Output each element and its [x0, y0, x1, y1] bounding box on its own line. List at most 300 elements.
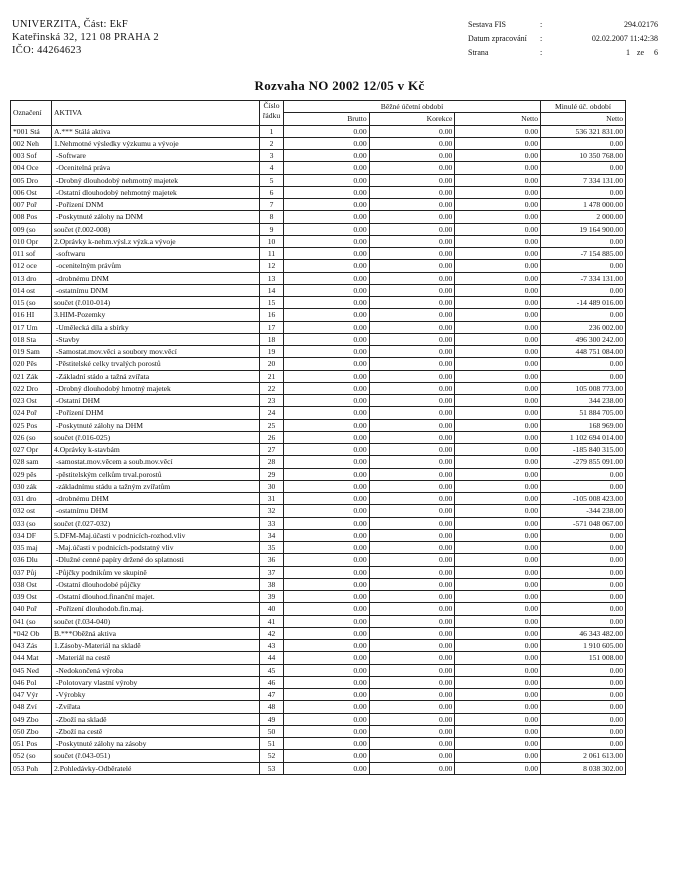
table-row [11, 554, 626, 566]
row-number: 51 [260, 738, 284, 750]
table-row [11, 627, 626, 639]
row-number: 41 [260, 615, 284, 627]
table-row [11, 542, 626, 554]
row-brutto: 0.00 [284, 444, 370, 456]
row-korekce: 0.00 [369, 370, 455, 382]
org-address: Kateřinská 32, 121 08 PRAHA 2 [12, 32, 159, 43]
row-code: 050 Zbo [11, 725, 52, 737]
row-number: 44 [260, 652, 284, 664]
row-brutto: 0.00 [284, 284, 370, 296]
row-korekce: 0.00 [369, 554, 455, 566]
row-number: 3 [260, 150, 284, 162]
table-row [11, 738, 626, 750]
row-code: 013 dro [11, 272, 52, 284]
row-prev-netto: 168 969.00 [541, 419, 626, 431]
row-name: -Ostatní DHM [52, 395, 260, 407]
row-netto: 0.00 [455, 529, 541, 541]
row-korekce: 0.00 [369, 603, 455, 615]
row-korekce: 0.00 [369, 713, 455, 725]
row-netto: 0.00 [455, 174, 541, 186]
row-korekce: 0.00 [369, 333, 455, 345]
row-brutto: 0.00 [284, 272, 370, 284]
row-netto: 0.00 [455, 211, 541, 223]
row-korekce: 0.00 [369, 517, 455, 529]
row-netto: 0.00 [455, 713, 541, 725]
row-prev-netto: 0.00 [541, 260, 626, 272]
row-korekce: 0.00 [369, 284, 455, 296]
row-netto: 0.00 [455, 395, 541, 407]
row-netto: 0.00 [455, 272, 541, 284]
row-number: 20 [260, 358, 284, 370]
row-prev-netto: 1 910 605.00 [541, 640, 626, 652]
row-korekce: 0.00 [369, 725, 455, 737]
row-number: 37 [260, 566, 284, 578]
row-prev-netto: -344 238.00 [541, 505, 626, 517]
row-brutto: 0.00 [284, 505, 370, 517]
row-korekce: 0.00 [369, 529, 455, 541]
table-row [11, 431, 626, 443]
row-korekce: 0.00 [369, 652, 455, 664]
row-brutto: 0.00 [284, 419, 370, 431]
col-header-prev-netto: Netto [541, 113, 626, 125]
table-row [11, 701, 626, 713]
row-korekce: 0.00 [369, 493, 455, 505]
row-name: součet (ř.027-032) [52, 517, 260, 529]
row-name: -Polotovary vlastní výroby [52, 676, 260, 688]
row-brutto: 0.00 [284, 333, 370, 345]
col-header-previous-period: Minulé úč. období [541, 101, 626, 113]
row-korekce: 0.00 [369, 248, 455, 260]
row-number: 47 [260, 689, 284, 701]
row-prev-netto: 51 884 705.00 [541, 407, 626, 419]
row-name: -Ocenitelná práva [52, 162, 260, 174]
row-korekce: 0.00 [369, 615, 455, 627]
colon: : [540, 48, 543, 57]
table-row [11, 186, 626, 198]
row-korekce: 0.00 [369, 578, 455, 590]
row-prev-netto: 0.00 [541, 542, 626, 554]
row-name: -Zvířata [52, 701, 260, 713]
row-code: 019 Sam [11, 346, 52, 358]
row-name: součet (ř.002-008) [52, 223, 260, 235]
report-date-label: Datum zpracování [468, 34, 527, 43]
row-number: 15 [260, 297, 284, 309]
row-number: 18 [260, 333, 284, 345]
row-prev-netto: -571 048 067.00 [541, 517, 626, 529]
row-netto: 0.00 [455, 566, 541, 578]
table-row [11, 174, 626, 186]
row-number: 40 [260, 603, 284, 615]
col-header-row-number-line2: řádku [262, 111, 281, 120]
row-korekce: 0.00 [369, 174, 455, 186]
row-number: 1 [260, 125, 284, 137]
row-name: -Umělecká díla a sbírky [52, 321, 260, 333]
row-prev-netto: 0.00 [541, 701, 626, 713]
row-number: 7 [260, 199, 284, 211]
row-brutto: 0.00 [284, 370, 370, 382]
row-name: -Drobný dlouhodobý hmotný majetek [52, 382, 260, 394]
table-row [11, 162, 626, 174]
row-netto: 0.00 [455, 603, 541, 615]
row-number: 31 [260, 493, 284, 505]
row-brutto: 0.00 [284, 493, 370, 505]
row-number: 4 [260, 162, 284, 174]
row-netto: 0.00 [455, 370, 541, 382]
row-prev-netto: 0.00 [541, 284, 626, 296]
row-netto: 0.00 [455, 554, 541, 566]
row-netto: 0.00 [455, 248, 541, 260]
report-set-label: Sestava FIS [468, 20, 506, 29]
row-number: 9 [260, 223, 284, 235]
row-code: 032 ost [11, 505, 52, 517]
row-name: -Dlužné cenné papíry držené do splatnosti [52, 554, 260, 566]
row-code: 025 Pos [11, 419, 52, 431]
row-brutto: 0.00 [284, 199, 370, 211]
table-row [11, 137, 626, 149]
row-korekce: 0.00 [369, 468, 455, 480]
row-code: 006 Ost [11, 186, 52, 198]
row-prev-netto: 105 008 773.00 [541, 382, 626, 394]
row-netto: 0.00 [455, 444, 541, 456]
row-korekce: 0.00 [369, 199, 455, 211]
table-row [11, 664, 626, 676]
row-korekce: 0.00 [369, 346, 455, 358]
table-row [11, 382, 626, 394]
row-name: 2.Oprávky k-nehm.výsl.z výzk.a vývoje [52, 235, 260, 247]
row-code: 039 Ost [11, 591, 52, 603]
row-prev-netto: 0.00 [541, 309, 626, 321]
row-name: -Drobný dlouhodobý nehmotný majetek [52, 174, 260, 186]
row-netto: 0.00 [455, 689, 541, 701]
row-netto: 0.00 [455, 284, 541, 296]
table-row [11, 566, 626, 578]
row-number: 2 [260, 137, 284, 149]
row-netto: 0.00 [455, 125, 541, 137]
row-korekce: 0.00 [369, 382, 455, 394]
row-brutto: 0.00 [284, 260, 370, 272]
row-netto: 0.00 [455, 493, 541, 505]
row-prev-netto: 46 343 482.00 [541, 627, 626, 639]
row-korekce: 0.00 [369, 395, 455, 407]
row-brutto: 0.00 [284, 309, 370, 321]
row-prev-netto: 0.00 [541, 566, 626, 578]
row-name: součet (ř.034-040) [52, 615, 260, 627]
report-date-row [468, 32, 658, 46]
row-netto: 0.00 [455, 750, 541, 762]
row-korekce: 0.00 [369, 444, 455, 456]
row-prev-netto: -14 489 016.00 [541, 297, 626, 309]
row-brutto: 0.00 [284, 689, 370, 701]
col-header-korekce: Korekce [369, 113, 455, 125]
row-korekce: 0.00 [369, 480, 455, 492]
row-code: 012 oce [11, 260, 52, 272]
row-netto: 0.00 [455, 358, 541, 370]
row-name: 5.DFM-Maj.účasti v podnicích-rozhod.vliv [52, 529, 260, 541]
row-code: 020 Pěs [11, 358, 52, 370]
row-number: 17 [260, 321, 284, 333]
row-name: -Samostat.mov.věci a soubory mov.věcí [52, 346, 260, 358]
row-korekce: 0.00 [369, 407, 455, 419]
row-name: -Výrobky [52, 689, 260, 701]
row-number: 29 [260, 468, 284, 480]
row-number: 12 [260, 260, 284, 272]
row-brutto: 0.00 [284, 211, 370, 223]
table-header-row [11, 101, 626, 113]
row-korekce: 0.00 [369, 321, 455, 333]
row-number: 13 [260, 272, 284, 284]
row-prev-netto: 1 102 694 014.00 [541, 431, 626, 443]
row-netto: 0.00 [455, 664, 541, 676]
row-brutto: 0.00 [284, 137, 370, 149]
row-name: -Půjčky podnikům ve skupině [52, 566, 260, 578]
row-netto: 0.00 [455, 235, 541, 247]
row-prev-netto: 0.00 [541, 738, 626, 750]
report-info-block [468, 18, 658, 60]
row-korekce: 0.00 [369, 591, 455, 603]
report-page-of: ze [636, 48, 644, 57]
table-row [11, 493, 626, 505]
row-prev-netto: 10 350 768.00 [541, 150, 626, 162]
row-prev-netto: -7 154 885.00 [541, 248, 626, 260]
row-name: -Ostatní dlouhodobé půjčky [52, 578, 260, 590]
row-name: -Pořízení DNM [52, 199, 260, 211]
row-brutto: 0.00 [284, 603, 370, 615]
table-row [11, 517, 626, 529]
colon: : [540, 34, 543, 43]
row-code: 049 Zbo [11, 713, 52, 725]
table-row [11, 309, 626, 321]
row-prev-netto: -7 334 131.00 [541, 272, 626, 284]
row-brutto: 0.00 [284, 456, 370, 468]
row-brutto: 0.00 [284, 566, 370, 578]
row-netto: 0.00 [455, 505, 541, 517]
row-korekce: 0.00 [369, 664, 455, 676]
row-code: 018 Sta [11, 333, 52, 345]
row-prev-netto: 0.00 [541, 235, 626, 247]
row-number: 39 [260, 591, 284, 603]
row-code: 045 Ned [11, 664, 52, 676]
row-number: 48 [260, 701, 284, 713]
row-name: B.***Oběžná aktiva [52, 627, 260, 639]
row-brutto: 0.00 [284, 468, 370, 480]
row-netto: 0.00 [455, 199, 541, 211]
row-prev-netto: 8 038 302.00 [541, 762, 626, 774]
row-code: 040 Poř [11, 603, 52, 615]
table-row [11, 578, 626, 590]
row-korekce: 0.00 [369, 762, 455, 774]
row-brutto: 0.00 [284, 615, 370, 627]
row-prev-netto: 1 478 000.00 [541, 199, 626, 211]
row-prev-netto: 2 061 613.00 [541, 750, 626, 762]
row-name: -Zboží na skladě [52, 713, 260, 725]
table-row [11, 125, 626, 137]
row-number: 23 [260, 395, 284, 407]
row-brutto: 0.00 [284, 750, 370, 762]
row-brutto: 0.00 [284, 652, 370, 664]
row-korekce: 0.00 [369, 542, 455, 554]
organization-block [12, 18, 159, 57]
row-brutto: 0.00 [284, 738, 370, 750]
row-korekce: 0.00 [369, 235, 455, 247]
row-prev-netto: 0.00 [541, 162, 626, 174]
row-brutto: 0.00 [284, 627, 370, 639]
row-name: součet (ř.010-014) [52, 297, 260, 309]
row-prev-netto: 0.00 [541, 554, 626, 566]
row-prev-netto: 0.00 [541, 676, 626, 688]
row-netto: 0.00 [455, 150, 541, 162]
table-row [11, 762, 626, 774]
row-name: -ostatnímu DNM [52, 284, 260, 296]
row-code: 017 Um [11, 321, 52, 333]
table-row [11, 689, 626, 701]
row-netto: 0.00 [455, 627, 541, 639]
row-number: 36 [260, 554, 284, 566]
row-prev-netto: 0.00 [541, 689, 626, 701]
row-number: 49 [260, 713, 284, 725]
row-name: -Pořízení dlouhodob.fin.maj. [52, 603, 260, 615]
row-name: -Nedokončená výroba [52, 664, 260, 676]
row-number: 28 [260, 456, 284, 468]
row-name: -Ostatní dlouhodobý nehmotný majetek [52, 186, 260, 198]
row-netto: 0.00 [455, 738, 541, 750]
row-prev-netto: 7 334 131.00 [541, 174, 626, 186]
row-netto: 0.00 [455, 223, 541, 235]
row-prev-netto: 448 751 084.00 [541, 346, 626, 358]
row-number: 26 [260, 431, 284, 443]
row-korekce: 0.00 [369, 689, 455, 701]
row-number: 30 [260, 480, 284, 492]
row-code: 011 sof [11, 248, 52, 260]
row-code: 026 (so [11, 431, 52, 443]
row-number: 34 [260, 529, 284, 541]
row-code: *001 Stá [11, 125, 52, 137]
row-code: 029 pěs [11, 468, 52, 480]
row-number: 38 [260, 578, 284, 590]
col-header-row-number [260, 101, 284, 126]
row-korekce: 0.00 [369, 162, 455, 174]
table-row [11, 750, 626, 762]
row-netto: 0.00 [455, 676, 541, 688]
row-name: -Základní stádo a tažná zvířata [52, 370, 260, 382]
row-code: 036 Dlu [11, 554, 52, 566]
row-brutto: 0.00 [284, 297, 370, 309]
row-brutto: 0.00 [284, 223, 370, 235]
row-prev-netto: 0.00 [541, 480, 626, 492]
row-brutto: 0.00 [284, 346, 370, 358]
row-netto: 0.00 [455, 542, 541, 554]
row-brutto: 0.00 [284, 382, 370, 394]
row-number: 8 [260, 211, 284, 223]
row-netto: 0.00 [455, 137, 541, 149]
table-row [11, 333, 626, 345]
row-brutto: 0.00 [284, 174, 370, 186]
table-row [11, 211, 626, 223]
row-brutto: 0.00 [284, 235, 370, 247]
table-row [11, 615, 626, 627]
row-korekce: 0.00 [369, 419, 455, 431]
row-code: 023 Ost [11, 395, 52, 407]
row-code: 053 Poh [11, 762, 52, 774]
row-code: 003 Sof [11, 150, 52, 162]
report-title: Rozvaha NO 2002 12/05 v Kč [254, 78, 425, 93]
row-netto: 0.00 [455, 480, 541, 492]
row-brutto: 0.00 [284, 321, 370, 333]
row-code: *042 Ob [11, 627, 52, 639]
row-netto: 0.00 [455, 382, 541, 394]
row-korekce: 0.00 [369, 211, 455, 223]
row-number: 27 [260, 444, 284, 456]
row-korekce: 0.00 [369, 627, 455, 639]
col-header-row-number-line1: Číslo [263, 101, 280, 110]
row-code: 038 Ost [11, 578, 52, 590]
row-name: 2.Pohledávky-Odběratelé [52, 762, 260, 774]
row-korekce: 0.00 [369, 566, 455, 578]
row-netto: 0.00 [455, 333, 541, 345]
row-netto: 0.00 [455, 615, 541, 627]
row-prev-netto: 0.00 [541, 529, 626, 541]
row-code: 034 DF [11, 529, 52, 541]
row-prev-netto: 496 300 242.00 [541, 333, 626, 345]
table-row [11, 505, 626, 517]
table-row [11, 297, 626, 309]
row-netto: 0.00 [455, 517, 541, 529]
row-netto: 0.00 [455, 640, 541, 652]
row-name: -softwaru [52, 248, 260, 260]
row-name: 3.HIM-Pozemky [52, 309, 260, 321]
row-name: 4.Oprávky k-stavbám [52, 444, 260, 456]
row-prev-netto: 151 008.00 [541, 652, 626, 664]
table-row [11, 272, 626, 284]
row-korekce: 0.00 [369, 223, 455, 235]
row-code: 021 Zák [11, 370, 52, 382]
table-row [11, 652, 626, 664]
row-code: 024 Poř [11, 407, 52, 419]
row-brutto: 0.00 [284, 150, 370, 162]
row-code: 052 (so [11, 750, 52, 762]
table-row [11, 444, 626, 456]
row-netto: 0.00 [455, 652, 541, 664]
row-korekce: 0.00 [369, 297, 455, 309]
row-korekce: 0.00 [369, 309, 455, 321]
row-name: -drobnému DHM [52, 493, 260, 505]
row-name: 1.Nehmotné výsledky výzkumu a vývoje [52, 137, 260, 149]
row-brutto: 0.00 [284, 395, 370, 407]
row-korekce: 0.00 [369, 186, 455, 198]
row-prev-netto: 0.00 [541, 591, 626, 603]
row-brutto: 0.00 [284, 701, 370, 713]
row-name: -pěstitelským celkům trval.porostů [52, 468, 260, 480]
row-code: 004 Oce [11, 162, 52, 174]
row-brutto: 0.00 [284, 529, 370, 541]
row-name: -samostat.mov.věcem a soub.mov.věcí [52, 456, 260, 468]
row-brutto: 0.00 [284, 713, 370, 725]
row-code: 044 Mat [11, 652, 52, 664]
row-number: 25 [260, 419, 284, 431]
row-korekce: 0.00 [369, 750, 455, 762]
row-name: -Zboží na cestě [52, 725, 260, 737]
table-row [11, 468, 626, 480]
row-number: 43 [260, 640, 284, 652]
row-name: -Pěstitelské celky trvalých porostů [52, 358, 260, 370]
row-prev-netto: -279 855 091.00 [541, 456, 626, 468]
row-code: 002 Neh [11, 137, 52, 149]
row-brutto: 0.00 [284, 725, 370, 737]
row-prev-netto: 536 321 831.00 [541, 125, 626, 137]
row-korekce: 0.00 [369, 137, 455, 149]
row-code: 043 Zás [11, 640, 52, 652]
row-number: 6 [260, 186, 284, 198]
row-prev-netto: 236 002.00 [541, 321, 626, 333]
